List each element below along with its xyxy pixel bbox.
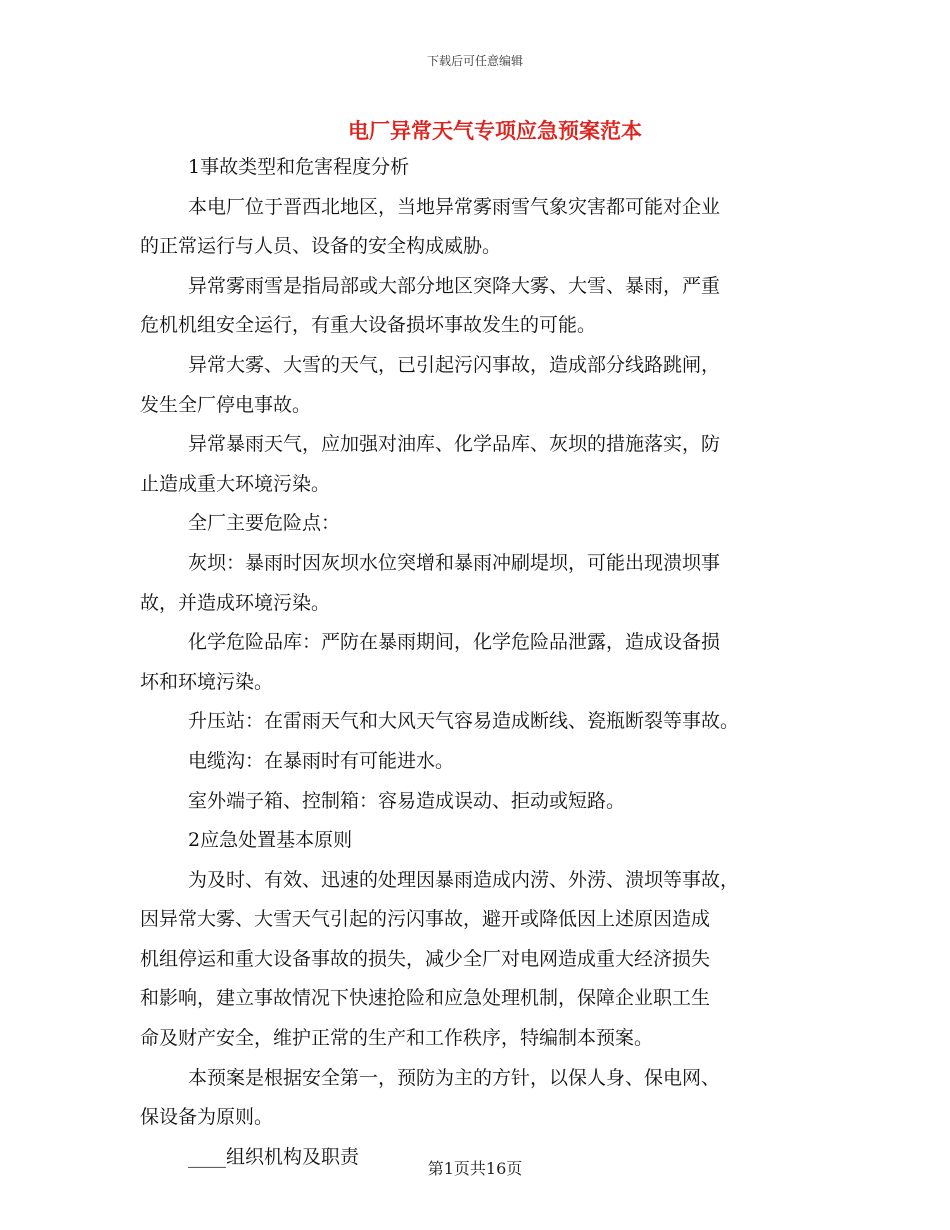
paragraph-line: 危机机组安全运行，有重大设备损坏事故发生的可能。 [140,314,597,337]
paragraph-line: 止造成重大环境污染。 [140,472,331,495]
paragraph-line: 化学危险品库：严防在暴雨期间，化学危险品泄露，造成设备损 [188,631,721,654]
paragraph-line: 故，并造成环境污染。 [140,591,331,614]
paragraph-line: 机组停运和重大设备事故的损失，减少全厂对电网造成重大经济损失 [140,947,711,970]
paragraph-line: 因异常大雾、大雪天气引起的污闪事故，避开或降低因上述原因造成 [140,908,711,931]
paragraph-line: ____组织机构及职责 [188,1145,360,1168]
page-footer: 第1页共16页 [427,1159,523,1178]
paragraph-line: 异常雾雨雪是指局部或大部分地区突降大雾、大雪、暴雨，严重 [188,274,721,297]
paragraph-line: 电缆沟：在暴雨时有可能进水。 [188,749,455,772]
document-title: 电厂异常天气专项应急预案范本 [348,118,642,143]
paragraph-line: 异常暴雨天气，应加强对油库、化学品库、灰坝的措施落实，防 [188,433,721,456]
paragraph-line: 发生全厂停电事故。 [140,393,312,416]
paragraph-line: 升压站：在雷雨天气和大风天气容易造成断线、瓷瓶断裂等事故。 [188,710,740,733]
paragraph-line: 坏和环境污染。 [140,670,274,693]
paragraph-line: 保设备为原则。 [140,1106,274,1129]
paragraph-line: 本预案是根据安全第一，预防为主的方针，以保人身、保电网、 [188,1066,721,1089]
paragraph-line: 本电厂位于晋西北地区，当地异常雾雨雪气象灾害都可能对企业 [188,195,721,218]
paragraph-line: 全厂主要危险点： [188,512,341,535]
paragraph-line: 1事故类型和危害程度分析 [188,156,410,178]
page-header: 下载后可任意编辑 [426,54,523,68]
paragraph-line: 2应急处置基本原则 [188,829,353,852]
paragraph-line: 异常大雾、大雪的天气，已引起污闪事故，造成部分线路跳闸， [188,353,721,376]
paragraph-line: 室外端子箱、控制箱：容易造成误动、拒动或短路。 [188,789,626,812]
paragraph-line: 和影响，建立事故情况下快速抢险和应急处理机制，保障企业职工生 [140,987,711,1010]
paragraph-line: 为及时、有效、迅速的处理因暴雨造成内涝、外涝、溃坝等事故， [188,868,740,891]
document-body [140,148,810,1177]
paragraph-line: 灰坝：暴雨时因灰坝水位突增和暴雨冲刷堤坝，可能出现溃坝事 [188,551,721,574]
paragraph-line: 命及财产安全，维护正常的生产和工作秩序，特编制本预案。 [140,1027,654,1050]
paragraph-line: 的正常运行与人员、设备的安全构成威胁。 [140,235,502,258]
